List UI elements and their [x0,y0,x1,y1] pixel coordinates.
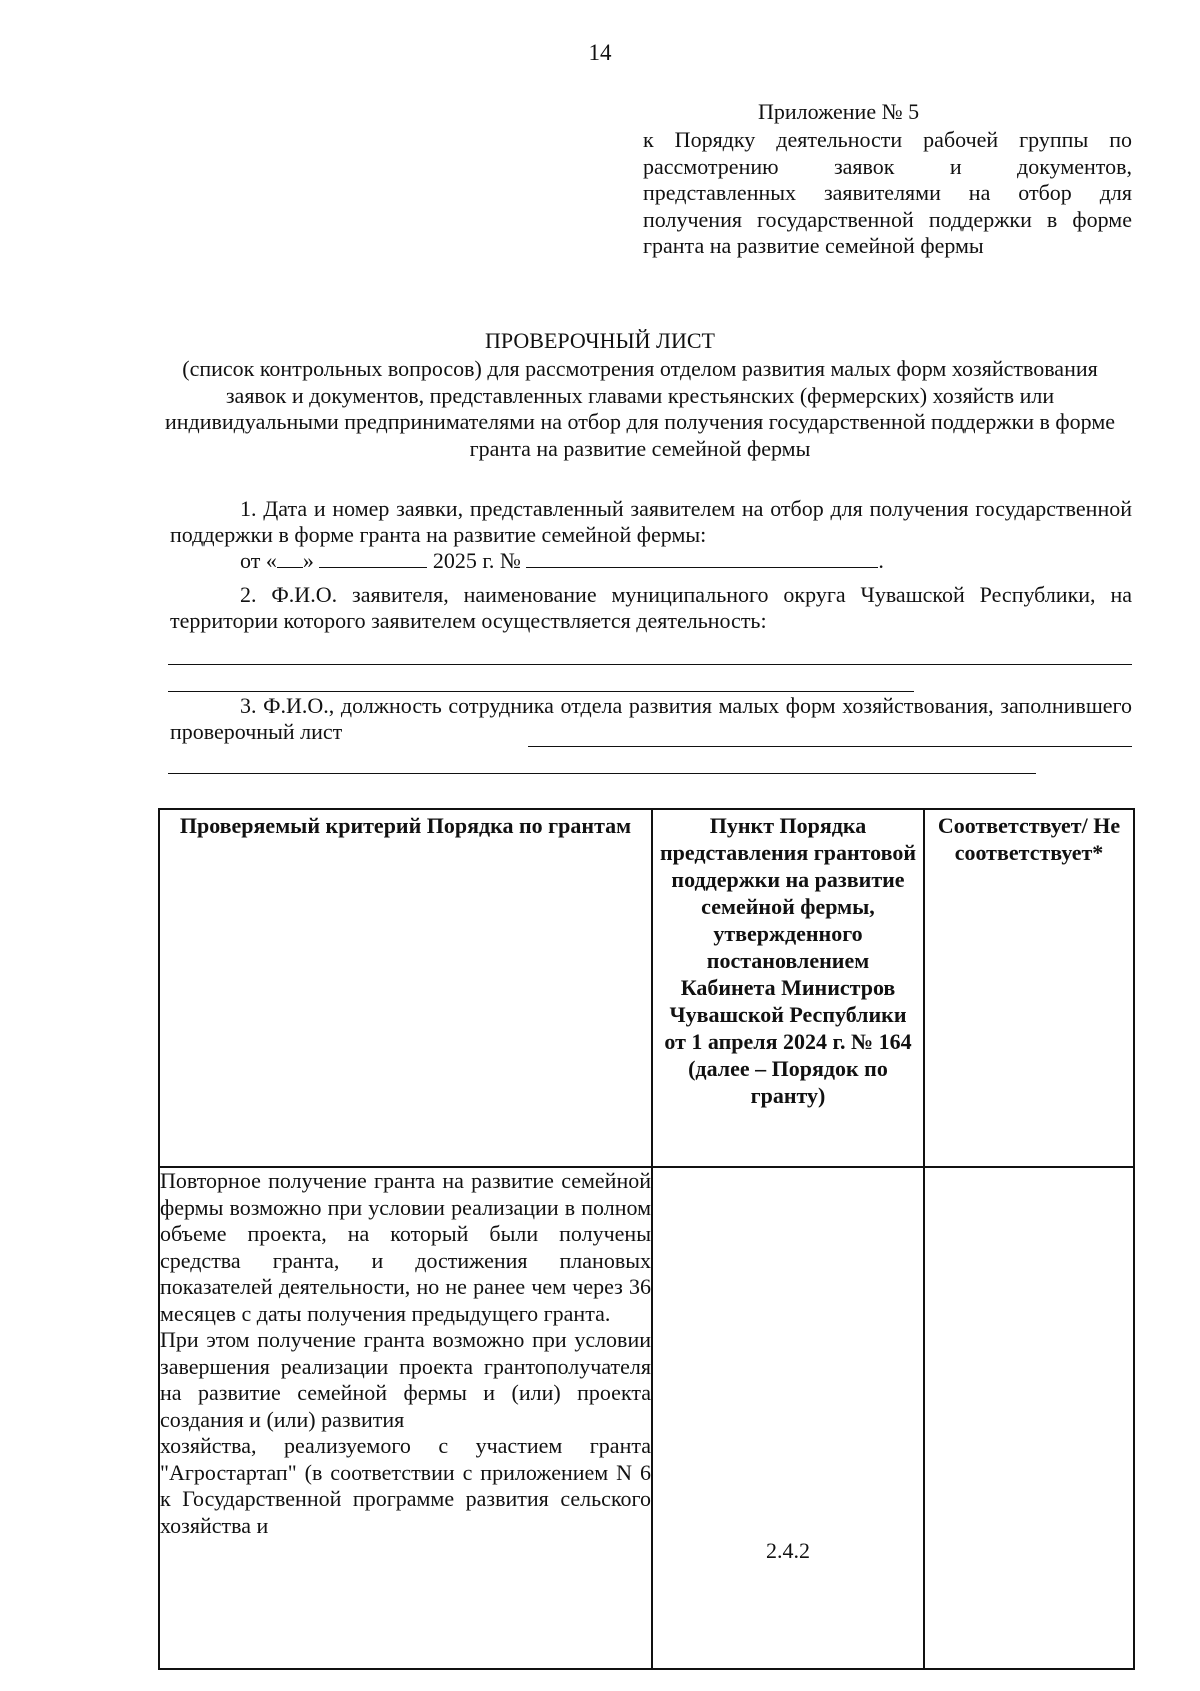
table-header-row [159,809,1134,1167]
application-number-field[interactable] [526,549,878,568]
application-date-line [240,548,884,574]
table-row [159,1167,1134,1669]
criterion-paragraph-2: При этом получение гранта возможно при условии завершения реализации проекта грантополучателя на развитие семейной фермы и (или) проекта создания и (или) развития [160,1327,651,1432]
criterion-cell [159,1167,652,1669]
order-point-value: 2.4.2 [766,1538,810,1563]
appendix-title: Приложение № 5 [758,99,920,124]
item-3-text [170,693,1132,745]
header-order-point: Пункт Порядка представления грантовой поддержки на развитие семейной фермы, утвержденного постановлением Кабинета Министров Чувашской Республики от 1 апреля 2024 г. № 164 (далее – Порядок по гранту) [652,809,924,1167]
header-compliance: Соответствует/ Не соответствует* [924,809,1134,1167]
date-end: . [878,548,884,573]
item-2-label: 2. Ф.И.О. заявителя, наименование муниципального округа Чувашской Республики, на территории которого заявителем осуществляется деятельность: [170,582,1132,633]
item-1-label: 1. Дата и номер заявки, представленный заявителем на отбор для получения государственной поддержки в форме гранта на развитие семейной фермы: [170,496,1132,547]
date-prefix: от « [240,548,277,573]
page-number: 14 [588,40,612,65]
employee-field-line-1[interactable] [528,746,1132,747]
compliance-cell[interactable] [924,1167,1134,1669]
employee-field-line-2[interactable] [168,773,1036,774]
checklist-table [158,808,1135,1670]
appendix-reference: к Порядку деятельности рабочей группы по рассмотрению заявок и документов, представленных заявителями на отбор для получения государственной поддержки в форме гранта на развитие семейной фермы [643,127,1132,258]
criterion-paragraph-1: Повторное получение гранта на развитие семейной фермы возможно при условии реализации в полном объеме проекта, на который были получены средства гранта, и достижения плановых показателей деятельности, но не ранее чем через 36 месяцев с даты получения предыдущего гранта. [160,1168,651,1326]
header-criterion: Проверяемый критерий Порядка по грантам [159,809,652,1167]
applicant-field-line-1[interactable] [168,664,1132,665]
document-subtitle: (список контрольных вопросов) для рассмотрения отделом развития малых форм хозяйствования заявок и документов, представленных главами крестьянских (фермерских) хозяйств или индивидуальными предпринимателями на отбор для получения государственной поддержки в форме гранта на развитие семейной фермы [164,356,1116,461]
item-3-label: 3. Ф.И.О., должность сотрудника отдела развития малых форм хозяйствования, заполнившего проверочный лист [170,693,1132,744]
item-1-text [170,496,1132,548]
order-point-cell [652,1167,924,1669]
month-field[interactable] [319,549,427,568]
day-field[interactable] [277,549,303,568]
document-title: ПРОВЕРОЧНЫЙ ЛИСТ [485,328,715,353]
date-year: 2025 г. № [432,548,521,573]
date-mid: » [302,548,314,573]
item-2-text [170,582,1132,634]
applicant-field-line-2[interactable] [168,691,914,692]
criterion-paragraph-3: хозяйства, реализуемого с участием гранта "Агростартап" (в соответствии с приложением N 6 к Государственной программе развития сельского хозяйства и [160,1433,651,1538]
